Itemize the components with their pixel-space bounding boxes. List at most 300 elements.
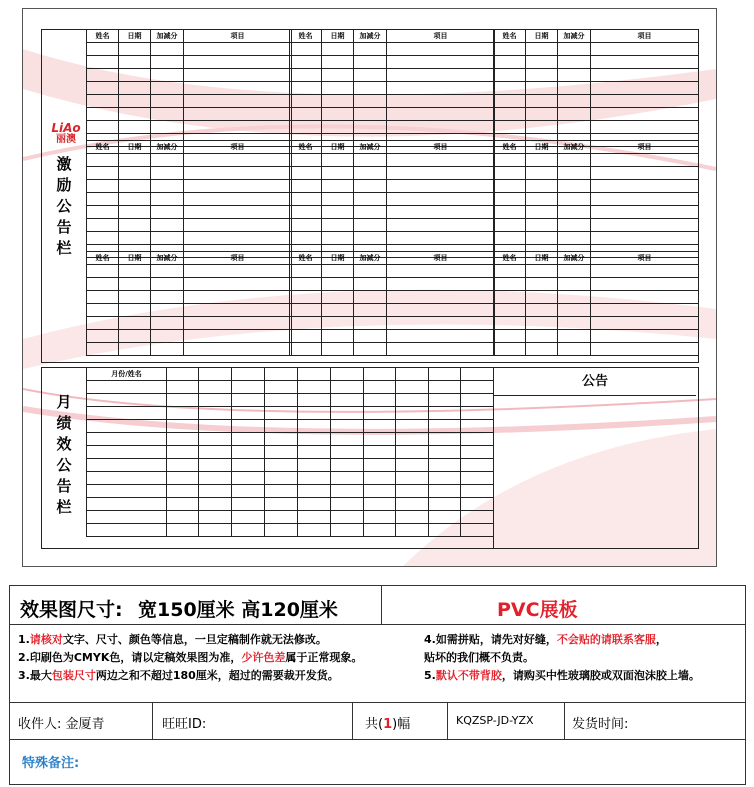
table-cell[interactable] <box>265 485 298 498</box>
table-cell[interactable] <box>322 193 354 206</box>
table-cell[interactable] <box>290 95 322 108</box>
table-cell[interactable] <box>494 121 526 134</box>
table-cell[interactable] <box>87 56 119 69</box>
table-cell[interactable] <box>354 167 387 180</box>
table-cell[interactable] <box>290 219 322 232</box>
table-cell[interactable] <box>232 511 265 524</box>
table-cell[interactable] <box>354 180 387 193</box>
table-cell[interactable] <box>429 511 461 524</box>
table-cell[interactable] <box>184 330 292 343</box>
table-cell[interactable] <box>151 82 184 95</box>
table-cell[interactable] <box>199 472 232 485</box>
table-cell[interactable] <box>290 330 322 343</box>
table-cell[interactable] <box>558 56 591 69</box>
table-cell[interactable] <box>526 154 558 167</box>
table-cell[interactable] <box>290 193 322 206</box>
table-cell[interactable] <box>526 278 558 291</box>
table-cell[interactable] <box>494 278 526 291</box>
table-cell[interactable] <box>199 381 232 394</box>
table-cell[interactable] <box>387 193 495 206</box>
table-cell[interactable] <box>387 43 495 56</box>
table-cell[interactable] <box>167 498 199 511</box>
table-cell[interactable] <box>290 291 322 304</box>
table-cell[interactable] <box>167 446 199 459</box>
table-cell[interactable] <box>461 524 494 537</box>
table-cell[interactable] <box>322 95 354 108</box>
table-cell[interactable] <box>591 167 699 180</box>
table-cell[interactable] <box>396 485 429 498</box>
table-cell[interactable] <box>151 95 184 108</box>
table-cell[interactable] <box>494 43 526 56</box>
table-cell[interactable] <box>354 278 387 291</box>
table-cell[interactable] <box>290 278 322 291</box>
table-cell[interactable] <box>526 167 558 180</box>
table-cell[interactable] <box>199 524 232 537</box>
table-cell[interactable] <box>167 485 199 498</box>
table-cell[interactable] <box>232 381 265 394</box>
table-cell[interactable] <box>396 407 429 420</box>
table-cell[interactable] <box>87 394 167 407</box>
table-cell[interactable] <box>232 524 265 537</box>
table-cell[interactable] <box>429 498 461 511</box>
table-cell[interactable] <box>199 446 232 459</box>
table-cell[interactable] <box>558 317 591 330</box>
table-cell[interactable] <box>387 95 495 108</box>
table-cell[interactable] <box>322 43 354 56</box>
table-cell[interactable] <box>87 485 167 498</box>
table-cell[interactable] <box>494 56 526 69</box>
table-cell[interactable] <box>87 69 119 82</box>
table-cell[interactable] <box>387 154 495 167</box>
table-cell[interactable] <box>232 394 265 407</box>
table-cell[interactable] <box>591 82 699 95</box>
table-cell[interactable] <box>429 381 461 394</box>
table-cell[interactable] <box>119 82 151 95</box>
table-cell[interactable] <box>87 381 167 394</box>
table-cell[interactable] <box>494 330 526 343</box>
table-cell[interactable] <box>87 330 119 343</box>
table-cell[interactable] <box>591 121 699 134</box>
table-cell[interactable] <box>322 206 354 219</box>
table-cell[interactable] <box>461 407 494 420</box>
table-cell[interactable] <box>591 95 699 108</box>
table-cell[interactable] <box>354 43 387 56</box>
table-cell[interactable] <box>387 317 495 330</box>
table-cell[interactable] <box>232 433 265 446</box>
table-cell[interactable] <box>290 108 322 121</box>
table-cell[interactable] <box>322 219 354 232</box>
table-cell[interactable] <box>119 330 151 343</box>
table-cell[interactable] <box>119 108 151 121</box>
table-cell[interactable] <box>199 459 232 472</box>
table-cell[interactable] <box>184 154 292 167</box>
table-cell[interactable] <box>558 219 591 232</box>
table-cell[interactable] <box>265 394 298 407</box>
table-cell[interactable] <box>290 56 322 69</box>
table-cell[interactable] <box>558 291 591 304</box>
table-cell[interactable] <box>354 343 387 356</box>
table-cell[interactable] <box>232 420 265 433</box>
table-cell[interactable] <box>494 69 526 82</box>
table-cell[interactable] <box>322 330 354 343</box>
table-cell[interactable] <box>526 108 558 121</box>
table-cell[interactable] <box>354 193 387 206</box>
table-cell[interactable] <box>354 69 387 82</box>
table-cell[interactable] <box>151 193 184 206</box>
table-cell[interactable] <box>232 446 265 459</box>
table-cell[interactable] <box>184 56 292 69</box>
table-cell[interactable] <box>396 459 429 472</box>
table-cell[interactable] <box>290 167 322 180</box>
table-cell[interactable] <box>494 304 526 317</box>
table-cell[interactable] <box>199 407 232 420</box>
table-cell[interactable] <box>558 206 591 219</box>
table-cell[interactable] <box>558 278 591 291</box>
table-cell[interactable] <box>322 82 354 95</box>
table-cell[interactable] <box>364 498 396 511</box>
table-cell[interactable] <box>184 219 292 232</box>
table-cell[interactable] <box>331 524 364 537</box>
table-cell[interactable] <box>387 232 495 245</box>
table-cell[interactable] <box>591 343 699 356</box>
table-cell[interactable] <box>591 154 699 167</box>
table-cell[interactable] <box>167 394 199 407</box>
table-cell[interactable] <box>298 511 331 524</box>
table-cell[interactable] <box>354 121 387 134</box>
table-cell[interactable] <box>265 459 298 472</box>
table-cell[interactable] <box>87 167 119 180</box>
table-cell[interactable] <box>290 43 322 56</box>
table-cell[interactable] <box>184 43 292 56</box>
table-cell[interactable] <box>298 407 331 420</box>
table-cell[interactable] <box>331 498 364 511</box>
table-cell[interactable] <box>354 95 387 108</box>
table-cell[interactable] <box>364 381 396 394</box>
table-cell[interactable] <box>167 433 199 446</box>
table-cell[interactable] <box>364 446 396 459</box>
table-cell[interactable] <box>184 317 292 330</box>
table-cell[interactable] <box>322 154 354 167</box>
table-cell[interactable] <box>290 265 322 278</box>
table-cell[interactable] <box>151 343 184 356</box>
table-cell[interactable] <box>265 433 298 446</box>
table-cell[interactable] <box>322 69 354 82</box>
table-cell[interactable] <box>429 446 461 459</box>
table-cell[interactable] <box>232 485 265 498</box>
table-cell[interactable] <box>87 317 119 330</box>
table-cell[interactable] <box>396 446 429 459</box>
table-cell[interactable] <box>591 317 699 330</box>
table-cell[interactable] <box>87 154 119 167</box>
table-cell[interactable] <box>199 394 232 407</box>
table-cell[interactable] <box>119 265 151 278</box>
table-cell[interactable] <box>298 524 331 537</box>
table-cell[interactable] <box>151 232 184 245</box>
table-cell[interactable] <box>526 180 558 193</box>
table-cell[interactable] <box>591 330 699 343</box>
table-cell[interactable] <box>184 69 292 82</box>
table-cell[interactable] <box>461 472 494 485</box>
table-cell[interactable] <box>290 343 322 356</box>
table-cell[interactable] <box>322 304 354 317</box>
table-cell[interactable] <box>396 381 429 394</box>
table-cell[interactable] <box>364 472 396 485</box>
table-cell[interactable] <box>290 317 322 330</box>
table-cell[interactable] <box>387 69 495 82</box>
table-cell[interactable] <box>87 193 119 206</box>
table-cell[interactable] <box>591 304 699 317</box>
table-cell[interactable] <box>87 407 167 420</box>
table-cell[interactable] <box>87 472 167 485</box>
table-cell[interactable] <box>290 304 322 317</box>
table-cell[interactable] <box>387 180 495 193</box>
table-cell[interactable] <box>591 180 699 193</box>
table-cell[interactable] <box>199 420 232 433</box>
table-cell[interactable] <box>184 95 292 108</box>
table-cell[interactable] <box>364 407 396 420</box>
table-cell[interactable] <box>591 291 699 304</box>
table-cell[interactable] <box>591 206 699 219</box>
table-cell[interactable] <box>290 154 322 167</box>
table-cell[interactable] <box>151 206 184 219</box>
table-cell[interactable] <box>396 420 429 433</box>
table-cell[interactable] <box>396 524 429 537</box>
table-cell[interactable] <box>232 472 265 485</box>
table-cell[interactable] <box>290 121 322 134</box>
table-cell[interactable] <box>331 446 364 459</box>
table-cell[interactable] <box>558 108 591 121</box>
table-cell[interactable] <box>526 69 558 82</box>
table-cell[interactable] <box>494 180 526 193</box>
table-cell[interactable] <box>526 343 558 356</box>
table-cell[interactable] <box>461 446 494 459</box>
table-cell[interactable] <box>429 420 461 433</box>
table-cell[interactable] <box>591 69 699 82</box>
table-cell[interactable] <box>151 330 184 343</box>
table-cell[interactable] <box>119 317 151 330</box>
table-cell[interactable] <box>429 472 461 485</box>
table-cell[interactable] <box>387 167 495 180</box>
table-cell[interactable] <box>494 232 526 245</box>
table-cell[interactable] <box>396 433 429 446</box>
table-cell[interactable] <box>591 108 699 121</box>
table-cell[interactable] <box>331 394 364 407</box>
table-cell[interactable] <box>396 511 429 524</box>
table-cell[interactable] <box>364 524 396 537</box>
table-cell[interactable] <box>298 459 331 472</box>
table-cell[interactable] <box>396 498 429 511</box>
table-cell[interactable] <box>151 121 184 134</box>
table-cell[interactable] <box>494 82 526 95</box>
table-cell[interactable] <box>184 304 292 317</box>
table-cell[interactable] <box>151 69 184 82</box>
table-cell[interactable] <box>526 121 558 134</box>
table-cell[interactable] <box>151 180 184 193</box>
table-cell[interactable] <box>119 121 151 134</box>
table-cell[interactable] <box>591 265 699 278</box>
table-cell[interactable] <box>298 420 331 433</box>
table-cell[interactable] <box>184 291 292 304</box>
table-cell[interactable] <box>322 265 354 278</box>
table-cell[interactable] <box>184 108 292 121</box>
table-cell[interactable] <box>558 95 591 108</box>
table-cell[interactable] <box>591 232 699 245</box>
table-cell[interactable] <box>290 82 322 95</box>
table-cell[interactable] <box>265 524 298 537</box>
table-cell[interactable] <box>265 407 298 420</box>
table-cell[interactable] <box>87 511 167 524</box>
table-cell[interactable] <box>364 420 396 433</box>
table-cell[interactable] <box>526 206 558 219</box>
table-cell[interactable] <box>87 343 119 356</box>
table-cell[interactable] <box>151 154 184 167</box>
table-cell[interactable] <box>461 381 494 394</box>
table-cell[interactable] <box>199 498 232 511</box>
table-cell[interactable] <box>322 278 354 291</box>
table-cell[interactable] <box>298 433 331 446</box>
table-cell[interactable] <box>119 69 151 82</box>
table-cell[interactable] <box>87 433 167 446</box>
table-cell[interactable] <box>494 219 526 232</box>
table-cell[interactable] <box>387 121 495 134</box>
table-cell[interactable] <box>167 381 199 394</box>
table-cell[interactable] <box>322 180 354 193</box>
table-cell[interactable] <box>526 291 558 304</box>
table-cell[interactable] <box>151 108 184 121</box>
table-cell[interactable] <box>387 108 495 121</box>
table-cell[interactable] <box>87 446 167 459</box>
table-cell[interactable] <box>298 394 331 407</box>
table-cell[interactable] <box>199 485 232 498</box>
table-cell[interactable] <box>387 343 495 356</box>
table-cell[interactable] <box>119 343 151 356</box>
table-cell[interactable] <box>322 56 354 69</box>
table-cell[interactable] <box>558 232 591 245</box>
table-cell[interactable] <box>232 498 265 511</box>
table-cell[interactable] <box>354 291 387 304</box>
table-cell[interactable] <box>265 511 298 524</box>
table-cell[interactable] <box>265 420 298 433</box>
table-cell[interactable] <box>87 291 119 304</box>
table-cell[interactable] <box>494 265 526 278</box>
table-cell[interactable] <box>331 381 364 394</box>
table-cell[interactable] <box>494 167 526 180</box>
table-cell[interactable] <box>119 154 151 167</box>
table-cell[interactable] <box>429 407 461 420</box>
table-cell[interactable] <box>184 193 292 206</box>
table-cell[interactable] <box>591 278 699 291</box>
table-cell[interactable] <box>494 95 526 108</box>
table-cell[interactable] <box>354 317 387 330</box>
table-cell[interactable] <box>461 498 494 511</box>
table-cell[interactable] <box>364 459 396 472</box>
table-cell[interactable] <box>354 108 387 121</box>
table-cell[interactable] <box>387 278 495 291</box>
table-cell[interactable] <box>119 167 151 180</box>
table-cell[interactable] <box>199 511 232 524</box>
table-cell[interactable] <box>322 343 354 356</box>
table-cell[interactable] <box>151 317 184 330</box>
table-cell[interactable] <box>184 278 292 291</box>
table-cell[interactable] <box>558 121 591 134</box>
table-cell[interactable] <box>387 330 495 343</box>
table-cell[interactable] <box>151 56 184 69</box>
table-cell[interactable] <box>526 82 558 95</box>
table-cell[interactable] <box>119 304 151 317</box>
table-cell[interactable] <box>119 180 151 193</box>
table-cell[interactable] <box>354 206 387 219</box>
table-cell[interactable] <box>494 154 526 167</box>
table-cell[interactable] <box>494 343 526 356</box>
table-cell[interactable] <box>167 511 199 524</box>
table-cell[interactable] <box>298 381 331 394</box>
table-cell[interactable] <box>387 82 495 95</box>
table-cell[interactable] <box>184 180 292 193</box>
table-cell[interactable] <box>461 433 494 446</box>
table-cell[interactable] <box>265 498 298 511</box>
table-cell[interactable] <box>119 56 151 69</box>
table-cell[interactable] <box>461 420 494 433</box>
table-cell[interactable] <box>461 485 494 498</box>
table-cell[interactable] <box>558 193 591 206</box>
table-cell[interactable] <box>494 206 526 219</box>
table-cell[interactable] <box>429 433 461 446</box>
table-cell[interactable] <box>364 433 396 446</box>
table-cell[interactable] <box>322 167 354 180</box>
table-cell[interactable] <box>87 43 119 56</box>
table-cell[interactable] <box>558 304 591 317</box>
table-cell[interactable] <box>429 524 461 537</box>
table-cell[interactable] <box>387 265 495 278</box>
table-cell[interactable] <box>526 304 558 317</box>
table-cell[interactable] <box>322 121 354 134</box>
table-cell[interactable] <box>119 206 151 219</box>
table-cell[interactable] <box>429 459 461 472</box>
table-cell[interactable] <box>167 459 199 472</box>
table-cell[interactable] <box>558 82 591 95</box>
table-cell[interactable] <box>591 219 699 232</box>
table-cell[interactable] <box>87 232 119 245</box>
table-cell[interactable] <box>87 82 119 95</box>
table-cell[interactable] <box>526 193 558 206</box>
table-cell[interactable] <box>526 219 558 232</box>
table-cell[interactable] <box>298 498 331 511</box>
table-cell[interactable] <box>298 485 331 498</box>
table-cell[interactable] <box>298 472 331 485</box>
table-cell[interactable] <box>558 330 591 343</box>
table-cell[interactable] <box>354 82 387 95</box>
table-cell[interactable] <box>331 433 364 446</box>
table-cell[interactable] <box>290 206 322 219</box>
table-cell[interactable] <box>461 511 494 524</box>
table-cell[interactable] <box>119 291 151 304</box>
table-cell[interactable] <box>298 446 331 459</box>
table-cell[interactable] <box>119 232 151 245</box>
table-cell[interactable] <box>396 472 429 485</box>
table-cell[interactable] <box>494 317 526 330</box>
table-cell[interactable] <box>119 43 151 56</box>
table-cell[interactable] <box>322 232 354 245</box>
table-cell[interactable] <box>387 291 495 304</box>
table-cell[interactable] <box>558 180 591 193</box>
table-cell[interactable] <box>331 459 364 472</box>
table-cell[interactable] <box>558 343 591 356</box>
table-cell[interactable] <box>526 317 558 330</box>
table-cell[interactable] <box>354 330 387 343</box>
table-cell[interactable] <box>151 219 184 232</box>
table-cell[interactable] <box>167 407 199 420</box>
table-cell[interactable] <box>199 433 232 446</box>
